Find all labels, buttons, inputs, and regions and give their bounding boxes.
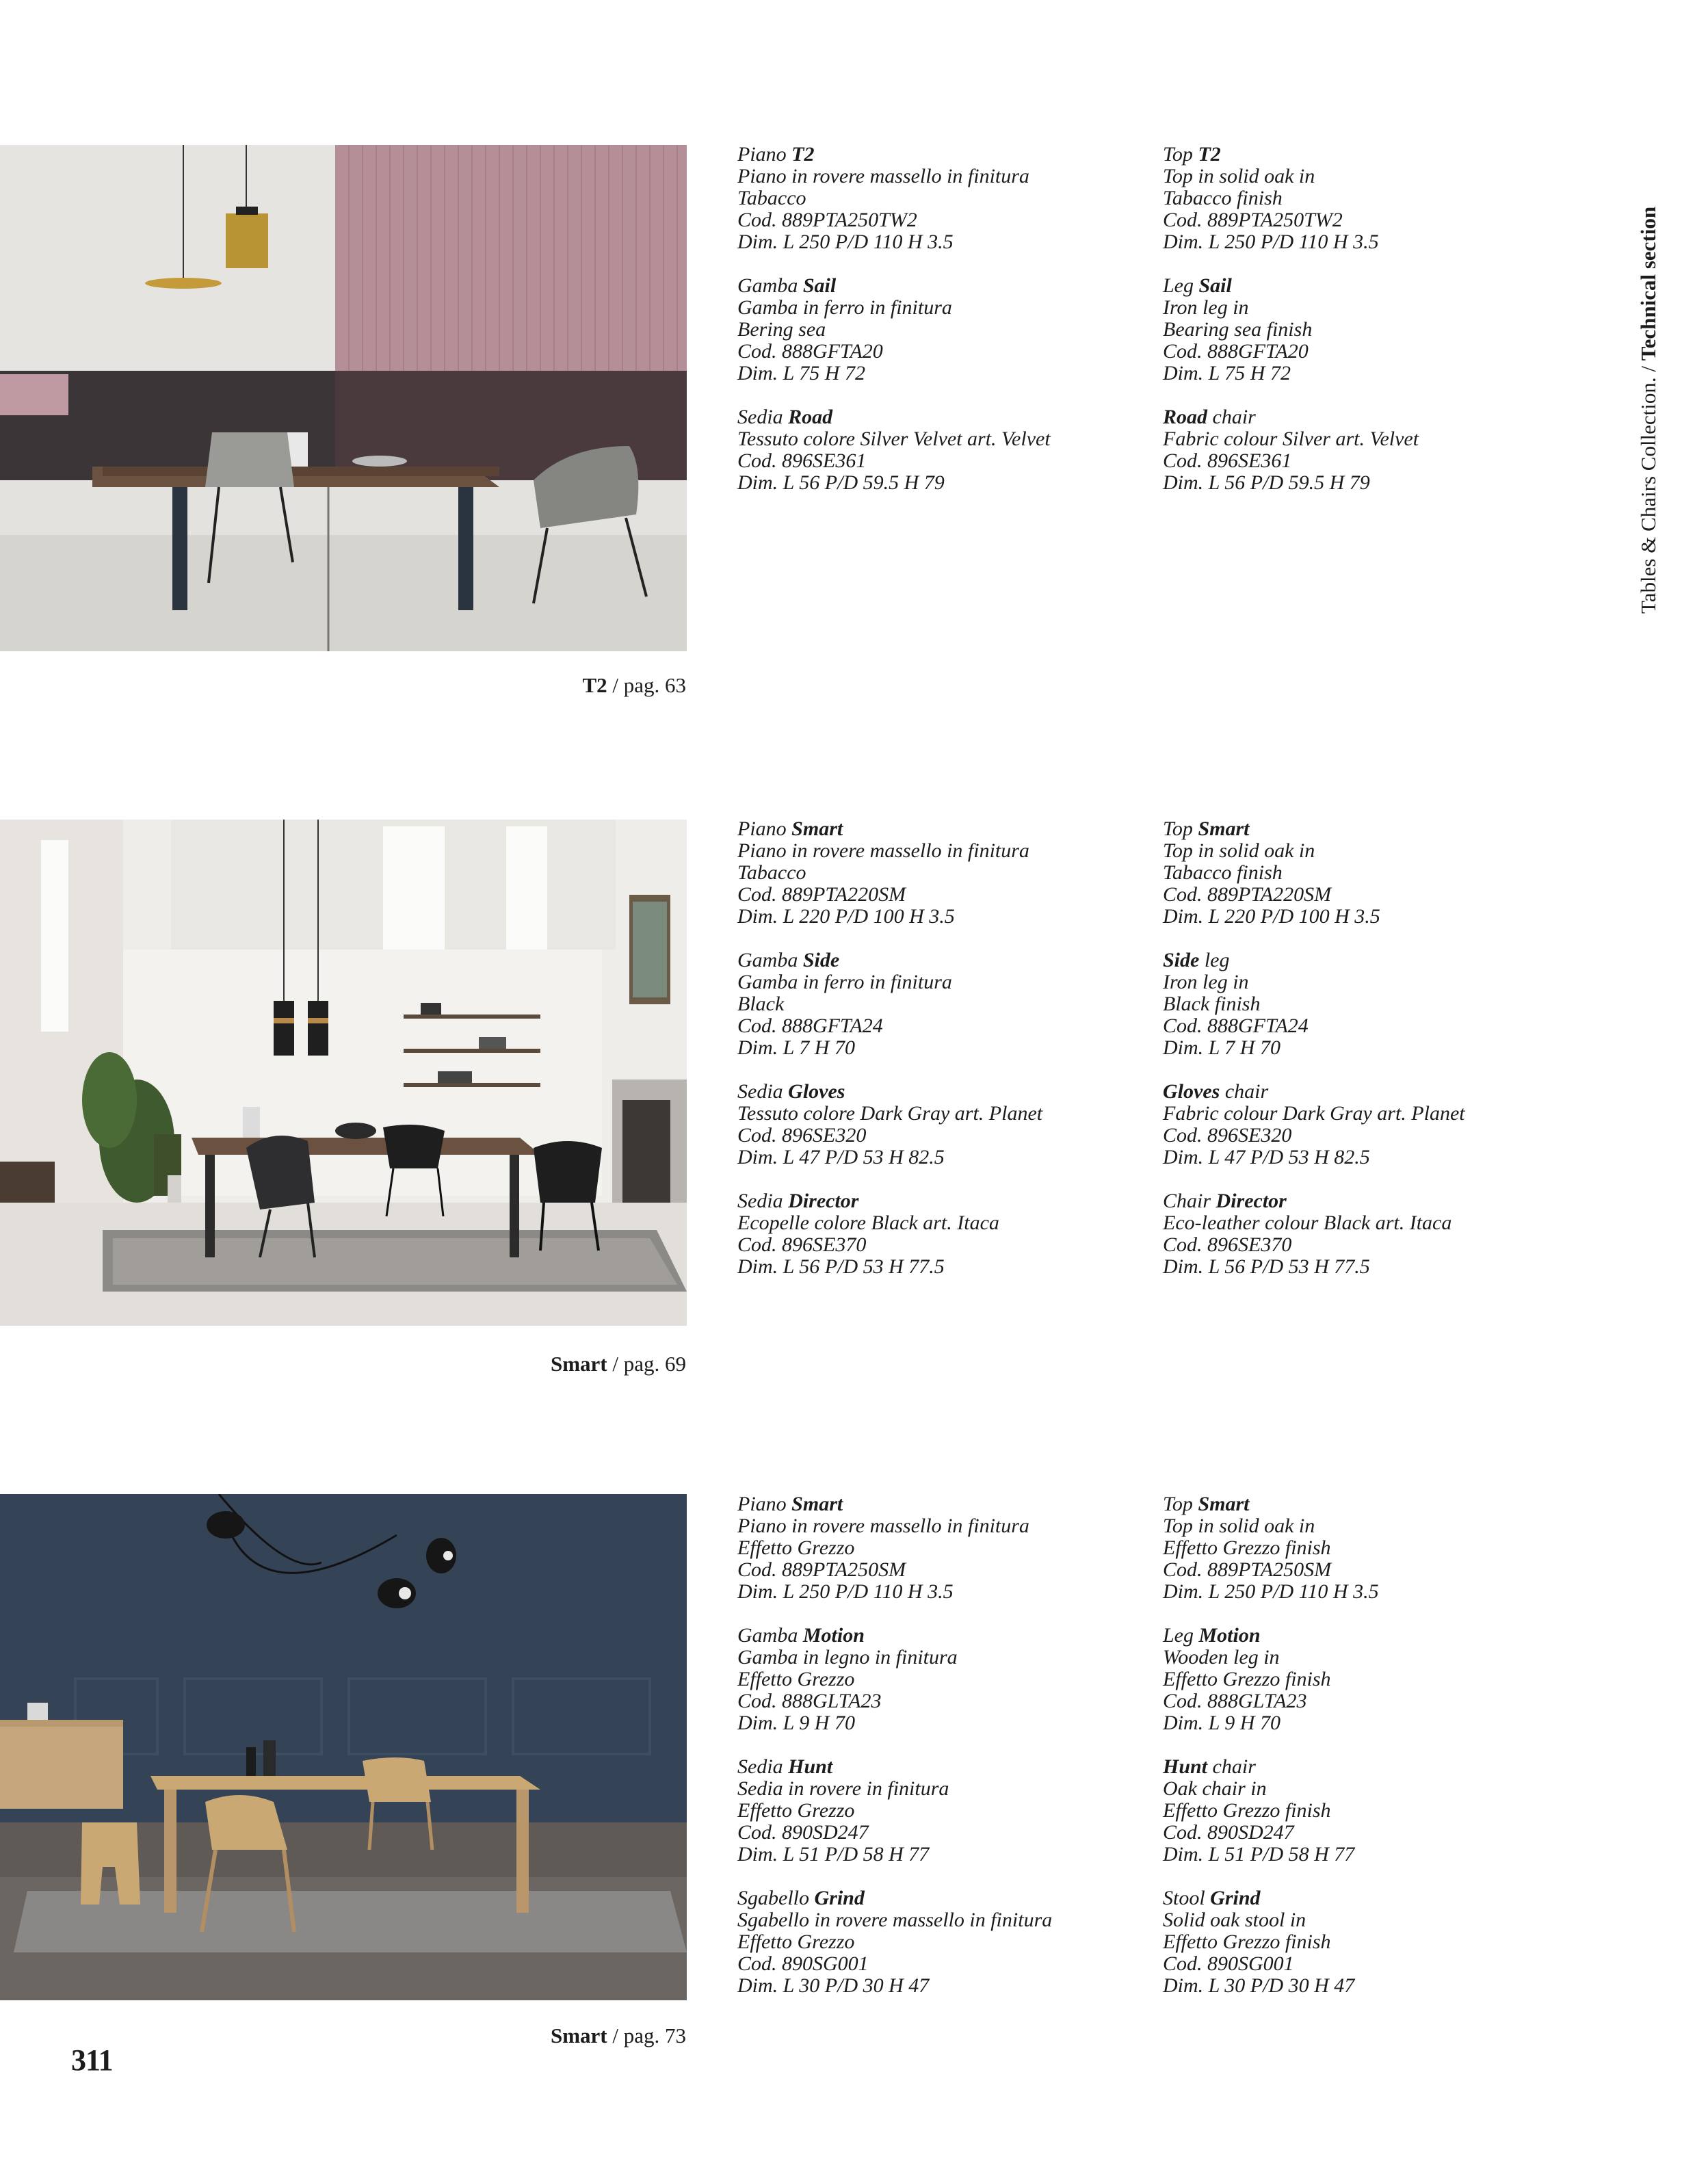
- spec-line: Effetto Grezzo: [737, 1668, 855, 1690]
- caption-product-name: Smart: [550, 2024, 607, 2047]
- spec-title-prefix: Piano: [737, 143, 787, 166]
- spec-title-prefix: Piano: [737, 1493, 787, 1515]
- spec-title-prefix: Top: [1163, 1493, 1193, 1515]
- product-photo-smart-grezzo: [0, 1494, 687, 2000]
- spec-title-product: Grind: [1210, 1887, 1261, 1909]
- spec-column-english: [1163, 1493, 1573, 2019]
- spec-line: Cod. 888GFTA24: [1163, 1015, 1309, 1037]
- spec-line: Dim. L 47 P/D 53 H 82.5: [1163, 1146, 1370, 1168]
- spec-block: [737, 1887, 1148, 1997]
- spec-line: Iron leg in: [1163, 971, 1249, 993]
- spec-title-product: T2: [791, 143, 815, 166]
- spec-line: Tabacco finish: [1163, 861, 1283, 884]
- spec-line: Sgabello in rovere massello in finitura: [737, 1909, 1053, 1931]
- spec-line: Top in solid oak in: [1163, 165, 1315, 187]
- spec-block: [737, 1756, 1148, 1866]
- spec-title: [1163, 950, 1573, 971]
- spec-block: [737, 1081, 1148, 1168]
- spec-line: Dim. L 30 P/D 30 H 47: [1163, 1974, 1355, 1997]
- spec-block: [737, 144, 1148, 253]
- spec-line: Effetto Grezzo finish: [1163, 1799, 1331, 1822]
- spec-column-english: [1163, 144, 1573, 516]
- spec-line: Fabric colour Silver art. Velvet: [1163, 428, 1419, 450]
- spec-line: Cod. 896SE361: [1163, 449, 1292, 472]
- spec-line: Cod. 888GFTA20: [737, 340, 883, 363]
- spec-line: Cod. 896SE320: [737, 1124, 867, 1147]
- photo-caption: [582, 673, 686, 698]
- spec-line: Effetto Grezzo finish: [1163, 1931, 1331, 1953]
- spec-title: [737, 1081, 1148, 1103]
- spec-line: Cod. 888GFTA20: [1163, 340, 1309, 363]
- spec-title: [1163, 1081, 1573, 1103]
- spec-line: Cod. 889PTA250TW2: [1163, 209, 1343, 231]
- spec-line: Cod. 888GLTA23: [737, 1690, 882, 1712]
- spec-line: Dim. L 7 H 70: [737, 1036, 855, 1059]
- spec-title-product: Side: [1163, 949, 1200, 971]
- caption-page-ref: / pag. 73: [612, 2024, 686, 2047]
- photo-caption: [551, 2024, 686, 2048]
- spec-title: [737, 1493, 1148, 1515]
- spec-title-product: Road: [788, 406, 833, 428]
- spec-title-prefix: Gamba: [737, 949, 798, 971]
- spec-line: Dim. L 9 H 70: [737, 1712, 855, 1734]
- spec-line: Dim. L 220 P/D 100 H 3.5: [737, 905, 955, 928]
- spec-block: [1163, 950, 1573, 1059]
- spec-title-suffix: chair: [1224, 1080, 1269, 1103]
- photo-caption: [551, 1352, 686, 1376]
- caption-product-name: T2: [582, 673, 607, 697]
- spec-line: Wooden leg in: [1163, 1646, 1280, 1669]
- spec-title-prefix: Stool: [1163, 1887, 1205, 1909]
- spec-line: Dim. L 7 H 70: [1163, 1036, 1280, 1059]
- spec-title-product: Sail: [802, 274, 837, 297]
- spec-title: [737, 275, 1148, 297]
- spec-line: Cod. 896SE370: [1163, 1233, 1292, 1256]
- spec-line: Effetto Grezzo: [737, 1799, 855, 1822]
- spec-title-prefix: Top: [1163, 143, 1193, 166]
- spec-title-product: T2: [1198, 143, 1221, 166]
- spec-column-italian: [737, 144, 1148, 516]
- spec-title-prefix: Leg: [1163, 1624, 1194, 1647]
- spec-line: Dim. L 51 P/D 58 H 77: [737, 1843, 930, 1866]
- spec-title-product: Smart: [791, 1493, 843, 1515]
- spec-title-product: Sail: [1198, 274, 1232, 297]
- spec-title-product: Hunt: [1163, 1755, 1208, 1778]
- spec-line: Dim. L 9 H 70: [1163, 1712, 1280, 1734]
- spec-title: [1163, 1190, 1573, 1212]
- spec-title: [1163, 1625, 1573, 1647]
- spec-line: Fabric colour Dark Gray art. Planet: [1163, 1102, 1465, 1125]
- spec-title-suffix: chair: [1212, 1755, 1256, 1778]
- spec-line: Cod. 889PTA220SM: [1163, 883, 1332, 906]
- spec-line: Dim. L 56 P/D 59.5 H 79: [1163, 471, 1370, 494]
- spec-line: Top in solid oak in: [1163, 1515, 1315, 1537]
- spec-column-italian: [737, 1493, 1148, 2019]
- spec-block: [737, 1190, 1148, 1278]
- spec-title-prefix: Sedia: [737, 1755, 783, 1778]
- spec-column-english: [1163, 818, 1573, 1300]
- spec-title: [1163, 275, 1573, 297]
- spec-title-product: Smart: [791, 817, 843, 840]
- spec-block: [1163, 1625, 1573, 1734]
- spec-block: [737, 950, 1148, 1059]
- collection-label: Tables & Chairs Collection. /: [1636, 365, 1660, 614]
- spec-title: [737, 1756, 1148, 1778]
- spec-line: Cod. 889PTA250TW2: [737, 209, 917, 231]
- spec-title: [737, 406, 1148, 428]
- spec-line: Dim. L 56 P/D 53 H 77.5: [1163, 1255, 1370, 1278]
- spec-title-product: Gloves: [788, 1080, 845, 1103]
- spec-line: Piano in rovere massello in finitura: [737, 839, 1029, 862]
- spec-block: [737, 818, 1148, 928]
- spec-title: [737, 1887, 1148, 1909]
- spec-line: Iron leg in: [1163, 296, 1249, 319]
- spec-line: Dim. L 250 P/D 110 H 3.5: [1163, 1580, 1379, 1603]
- section-label: Technical section: [1636, 206, 1660, 361]
- spec-title: [1163, 1756, 1573, 1778]
- spec-block: [1163, 144, 1573, 253]
- spec-line: Tessuto colore Silver Velvet art. Velvet: [737, 428, 1051, 450]
- spec-block: [1163, 1493, 1573, 1603]
- spec-title: [737, 950, 1148, 971]
- spec-line: Top in solid oak in: [1163, 839, 1315, 862]
- spec-line: Black: [737, 993, 785, 1015]
- spec-line: Tabacco: [737, 861, 806, 884]
- spec-title-prefix: Chair: [1163, 1190, 1211, 1212]
- spec-line: Gamba in ferro in finitura: [737, 971, 952, 993]
- spec-block: [1163, 1756, 1573, 1866]
- spec-line: Dim. L 75 H 72: [1163, 362, 1291, 384]
- spec-line: Cod. 890SD247: [1163, 1821, 1294, 1844]
- spec-line: Cod. 889PTA250SM: [737, 1558, 906, 1581]
- spec-line: Dim. L 220 P/D 100 H 3.5: [1163, 905, 1380, 928]
- spec-line: Cod. 889PTA220SM: [737, 883, 906, 906]
- spec-line: Dim. L 75 H 72: [737, 362, 865, 384]
- spec-block: [1163, 818, 1573, 928]
- spec-line: Sedia in rovere in finitura: [737, 1777, 949, 1800]
- spec-block: [737, 1493, 1148, 1603]
- spec-line: Dim. L 56 P/D 53 H 77.5: [737, 1255, 945, 1278]
- spec-line: Oak chair in: [1163, 1777, 1267, 1800]
- spec-title-prefix: Top: [1163, 817, 1193, 840]
- spec-title-prefix: Sedia: [737, 406, 783, 428]
- spec-title-product: Hunt: [788, 1755, 833, 1778]
- caption-page-ref: / pag. 69: [612, 1352, 686, 1376]
- spec-line: Dim. L 47 P/D 53 H 82.5: [737, 1146, 945, 1168]
- spec-line: Solid oak stool in: [1163, 1909, 1306, 1931]
- spec-line: Cod. 888GLTA23: [1163, 1690, 1307, 1712]
- spec-title-prefix: Leg: [1163, 274, 1194, 297]
- spec-block: [1163, 1190, 1573, 1278]
- spec-title-prefix: Gamba: [737, 274, 798, 297]
- spec-title: [1163, 1493, 1573, 1515]
- spec-line: Effetto Grezzo finish: [1163, 1668, 1331, 1690]
- spec-title: [737, 818, 1148, 840]
- spec-line: Tabacco finish: [1163, 187, 1283, 209]
- spec-title-product: Director: [788, 1190, 859, 1212]
- product-photo-t2: [0, 145, 687, 651]
- spec-block: [1163, 275, 1573, 384]
- spec-column-italian: [737, 818, 1148, 1300]
- spec-title-product: Road: [1163, 406, 1208, 428]
- spec-line: Cod. 896SE320: [1163, 1124, 1292, 1147]
- spec-line: Dim. L 250 P/D 110 H 3.5: [1163, 231, 1379, 253]
- section-side-label: [1636, 135, 1661, 614]
- spec-line: Cod. 888GFTA24: [737, 1015, 883, 1037]
- spec-title-product: Director: [1216, 1190, 1287, 1212]
- spec-title: [1163, 406, 1573, 428]
- spec-line: Cod. 889PTA250SM: [1163, 1558, 1332, 1581]
- spec-line: Cod. 896SE370: [737, 1233, 867, 1256]
- spec-line: Bering sea: [737, 318, 826, 341]
- spec-block: [737, 406, 1148, 494]
- product-photo-smart-tabacco: [0, 820, 687, 1326]
- spec-block: [1163, 406, 1573, 494]
- spec-line: Cod. 890SD247: [737, 1821, 869, 1844]
- caption-product-name: Smart: [550, 1352, 607, 1376]
- spec-title: [737, 144, 1148, 166]
- spec-line: Black finish: [1163, 993, 1261, 1015]
- spec-line: Gamba in legno in finitura: [737, 1646, 958, 1669]
- spec-block: [1163, 1081, 1573, 1168]
- spec-title: [1163, 818, 1573, 840]
- spec-title-suffix: leg: [1204, 949, 1230, 971]
- spec-title: [1163, 1887, 1573, 1909]
- spec-line: Piano in rovere massello in finitura: [737, 165, 1029, 187]
- spec-line: Cod. 890SG001: [1163, 1952, 1294, 1975]
- spec-title: [737, 1190, 1148, 1212]
- spec-title-product: Grind: [814, 1887, 865, 1909]
- spec-title-product: Smart: [1198, 817, 1250, 840]
- spec-title-product: Side: [802, 949, 840, 971]
- spec-line: Dim. L 51 P/D 58 H 77: [1163, 1843, 1355, 1866]
- spec-line: Dim. L 250 P/D 110 H 3.5: [737, 1580, 954, 1603]
- spec-line: Effetto Grezzo: [737, 1931, 855, 1953]
- spec-title-prefix: Sedia: [737, 1080, 783, 1103]
- spec-title-product: Motion: [802, 1624, 865, 1647]
- spec-line: Dim. L 56 P/D 59.5 H 79: [737, 471, 945, 494]
- spec-block: [737, 1625, 1148, 1734]
- spec-line: Tessuto colore Dark Gray art. Planet: [737, 1102, 1043, 1125]
- page-number: 311: [71, 2043, 113, 2077]
- spec-line: Eco-leather colour Black art. Itaca: [1163, 1212, 1452, 1234]
- spec-title-prefix: Piano: [737, 817, 787, 840]
- spec-title: [737, 1625, 1148, 1647]
- spec-line: Dim. L 30 P/D 30 H 47: [737, 1974, 930, 1997]
- spec-line: Dim. L 250 P/D 110 H 3.5: [737, 231, 954, 253]
- spec-line: Piano in rovere massello in finitura: [737, 1515, 1029, 1537]
- spec-line: Effetto Grezzo: [737, 1536, 855, 1559]
- spec-title: [1163, 144, 1573, 166]
- spec-title-product: Smart: [1198, 1493, 1250, 1515]
- spec-line: Cod. 896SE361: [737, 449, 867, 472]
- spec-line: Effetto Grezzo finish: [1163, 1536, 1331, 1559]
- spec-line: Ecopelle colore Black art. Itaca: [737, 1212, 999, 1234]
- spec-title-product: Gloves: [1163, 1080, 1220, 1103]
- spec-line: Cod. 890SG001: [737, 1952, 869, 1975]
- spec-title-prefix: Gamba: [737, 1624, 798, 1647]
- spec-title-suffix: chair: [1212, 406, 1256, 428]
- spec-block: [1163, 1887, 1573, 1997]
- spec-line: Tabacco: [737, 187, 806, 209]
- spec-title-prefix: Sedia: [737, 1190, 783, 1212]
- caption-page-ref: / pag. 63: [612, 673, 686, 697]
- spec-title-prefix: Sgabello: [737, 1887, 809, 1909]
- spec-block: [737, 275, 1148, 384]
- spec-line: Gamba in ferro in finitura: [737, 296, 952, 319]
- spec-title-product: Motion: [1198, 1624, 1261, 1647]
- spec-line: Bearing sea finish: [1163, 318, 1313, 341]
